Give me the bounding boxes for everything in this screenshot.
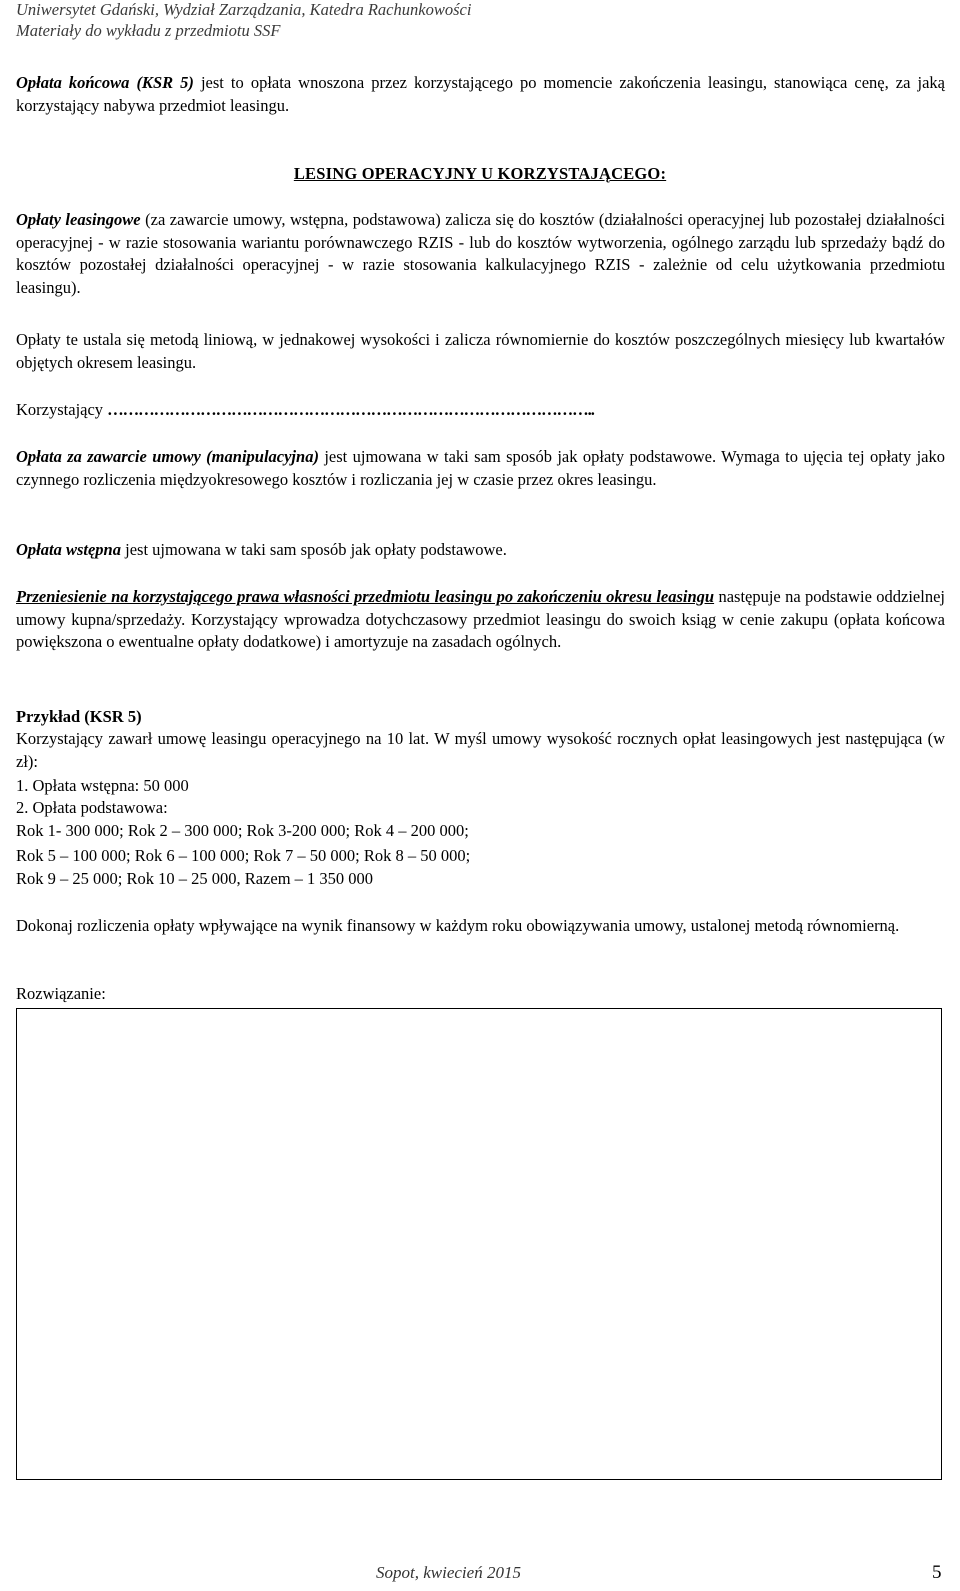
paragraph-manipulacyjna <box>16 446 945 491</box>
section-title: LESING OPERACYJNY U KORZYSTAJĄCEGO: <box>293 164 667 183</box>
solution-label: Rozwiązanie: <box>16 984 106 1003</box>
solution-box <box>16 1008 942 1480</box>
example-intro: Korzystający zawarł umowę leasingu operacyjnego na 10 lat. W myśl umowy wysokość rocznych opłat leasingowych jest następująca (w zł): <box>16 729 945 771</box>
text-manipulacyjna: jest ujmowana w taki sam sposób jak opłaty podstawowe. Wymaga to ujęcia tej opłaty jako czynnego rozliczenia międzyokresowego kosztów i rozliczania jej w czasie przez okres leasingu. <box>16 447 945 489</box>
header-course: Materiały do wykładu z przedmiotu SSF <box>16 21 281 40</box>
korzystajacy-blank: ………………………………………………………………………………….. <box>107 400 594 419</box>
example-heading: Przykład (KSR 5) <box>16 707 142 726</box>
text-oplata-koncowa: jest to opłata wnoszona przez korzystającego po momencie zakończenia leasingu, stanowiąca cenę, za jaką korzystający nabywa przedmiot leasingu. <box>16 73 945 115</box>
paragraph-oplaty-te: Opłaty te ustala się metodą liniową, w jednakowej wysokości i zalicza równomiernie do kosztów poszczególnych miesięcy lub kwartałów objętych okresem leasingu. <box>16 330 945 372</box>
example-item-2: 2. Opłata podstawowa: <box>16 798 168 817</box>
paragraph-przeniesienie <box>16 586 945 654</box>
term-manipulacyjna: Opłata za zawarcie umowy (manipulacyjna) <box>16 447 319 466</box>
term-przeniesienie: Przeniesienie na korzystającego prawa własności przedmiotu leasingu po zakończeniu okresu leasingu <box>16 587 715 606</box>
paragraph-oplata-koncowa <box>16 72 945 117</box>
text-przeniesienie: następuje na podstawie oddzielnej umowy kupna/sprzedaży. Korzystający wprowadza dotychczasowy przedmiot leasingu do swoich ksiąg w cenie zakupu (opłata końcowa powiększona o ewentualne opłaty dodatkowe) i amortyzuje na zasadach ogólnych. <box>16 587 946 651</box>
paragraph-wstepna <box>16 539 945 562</box>
header-university: Uniwersytet Gdański, Wydział Zarządzania, Katedra Rachunkowości <box>16 0 472 19</box>
footer-place-date: Sopot, kwiecień 2015 <box>376 1563 521 1582</box>
text-oplaty-leasingowe: (za zawarcie umowy, wstępna, podstawowa) zalicza się do kosztów (działalności operacyjnej lub pozostałej działalności operacyjnej - w razie stosowania wariantu porównawczego RZIS - lub do kosztów wytworzenia, ogólnego zarządu lub sprzedaży bądź do kosztów pozostałej działalności operacyjnej - w razie stosowania kalkulacyjnego RZIS - zależnie od celu użytkowania przedmiotu leasingu). <box>16 210 946 297</box>
example-row-2: Rok 5 – 100 000; Rok 6 – 100 000; Rok 7 – 50 000; Rok 8 – 50 000; <box>16 846 471 865</box>
example-row-1: Rok 1- 300 000; Rok 2 – 300 000; Rok 3-200 000; Rok 4 – 200 000; <box>16 821 469 840</box>
example-item-1: 1. Opłata wstępna: 50 000 <box>16 776 189 795</box>
term-oplaty-leasingowe: Opłaty leasingowe <box>16 210 141 229</box>
text-wstepna: jest ujmowana w taki sam sposób jak opłaty podstawowe. <box>120 540 507 559</box>
paragraph-korzystajacy <box>16 399 945 422</box>
korzystajacy-label: Korzystający <box>16 400 108 419</box>
task-text: Dokonaj rozliczenia opłaty wpływające na wynik finansowy w każdym roku obowiązywania umowy, ustalonej metodą równomierną. <box>16 916 900 935</box>
example-row-3: Rok 9 – 25 000; Rok 10 – 25 000, Razem – 1 350 000 <box>16 869 374 888</box>
term-oplata-koncowa: Opłata końcowa (KSR 5) <box>16 73 194 92</box>
page-number: 5 <box>932 1562 942 1583</box>
term-wstepna: Opłata wstępna <box>16 540 121 559</box>
paragraph-oplaty-leasingowe <box>16 209 945 299</box>
